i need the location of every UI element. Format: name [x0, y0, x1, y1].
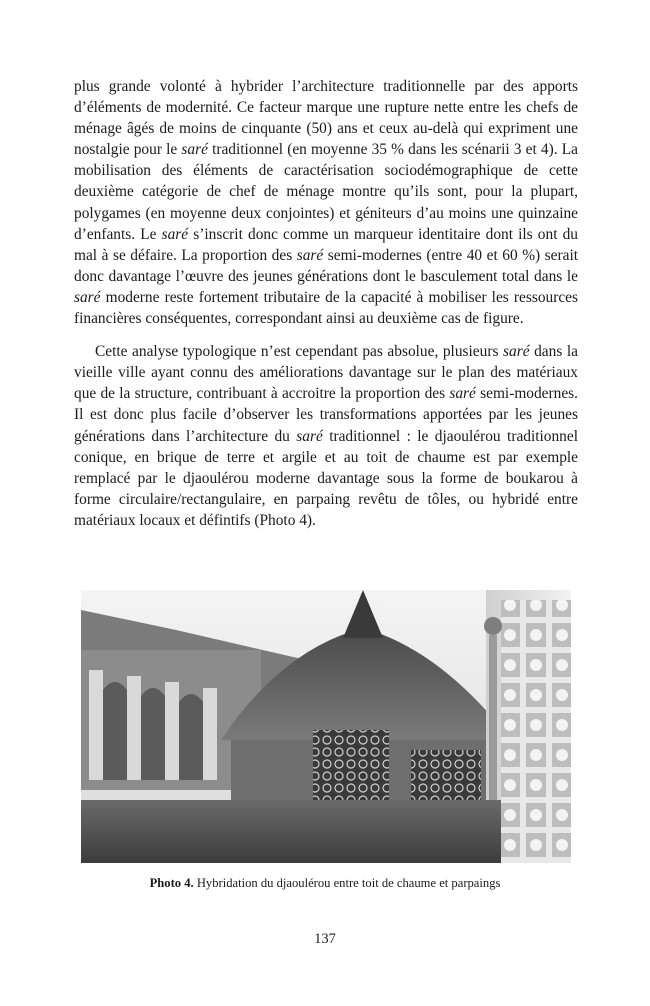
text-run: semi-modernes. Il est donc plus facile d’observer les transformations apportées par les jeunes générations dans l’architecture du: [74, 385, 578, 445]
italic-term: saré: [181, 141, 208, 159]
text-run: plus grande volonté à hybrider l’architecture traditionnelle par des apports d’éléments de modernité. Ce facteur marque une rupture nette entre les chefs de ménage âgés de moins de cinquante (50) ans et ceux au-delà qui expriment une nostalgie pour le: [74, 78, 578, 159]
paragraph: [74, 341, 578, 531]
italic-term: saré: [74, 288, 101, 306]
italic-term: saré: [449, 385, 476, 403]
italic-term: saré: [161, 225, 189, 243]
text-run: moderne reste fortement tributaire de la capacité à mobiliser les ressources financières conséquentes, correspondant ainsi au deuxième cas de figure.: [74, 288, 578, 328]
photo-4-image: [81, 590, 571, 863]
italic-term: saré: [503, 343, 530, 361]
text-run: semi-modernes (entre 40 et 60 %) serait donc davantage l’œuvre des jeunes générations dont le basculement total dans le: [74, 246, 578, 285]
italic-term: saré: [296, 246, 324, 264]
text-run: dans la vieille ville ayant connu des améliorations davantage sur le plan des matériaux que de la structure, contribuant à accroitre la proportion des: [74, 343, 579, 403]
text-run: traditionnel : le djaoulérou traditionnel conique, en brique de terre et argile et au toit de chaume est par exemple remplacé par le djaoulérou moderne davantage sous la forme de boukarou à forme circulaire/rectangulaire, en parpaing revêtu de tôles, ou hybridé entre matériaux locaux et défintifs (Photo 4).: [74, 427, 578, 529]
figure-label: Photo 4.: [149, 876, 194, 890]
page-body: [74, 76, 578, 531]
text-run: Cette analyse typologique n’est cependant pas absolue, plusieurs: [95, 343, 504, 361]
figure-caption: [0, 875, 650, 891]
paragraph: [74, 76, 578, 329]
text-run: traditionnel (en moyenne 35 % dans les scénarii 3 et 4). La mobilisation des éléments de caractérisation sociodémographique de cette deuxième catégorie de chef de ménage montre qu’ils sont, pour la plupart, polygames (en moyenne deux conjointes) et géniteurs d’au moins une quinzaine d’enfants. Le: [74, 141, 578, 243]
text-run: s’inscrit donc comme un marqueur identitaire dont ils ont du mal à se défaire. La proportion des: [74, 225, 578, 264]
page-number: 137: [314, 931, 336, 947]
italic-term: saré: [296, 427, 323, 445]
figure-caption-text: Hybridation du djaoulérou entre toit de chaume et parpaings: [193, 876, 501, 890]
